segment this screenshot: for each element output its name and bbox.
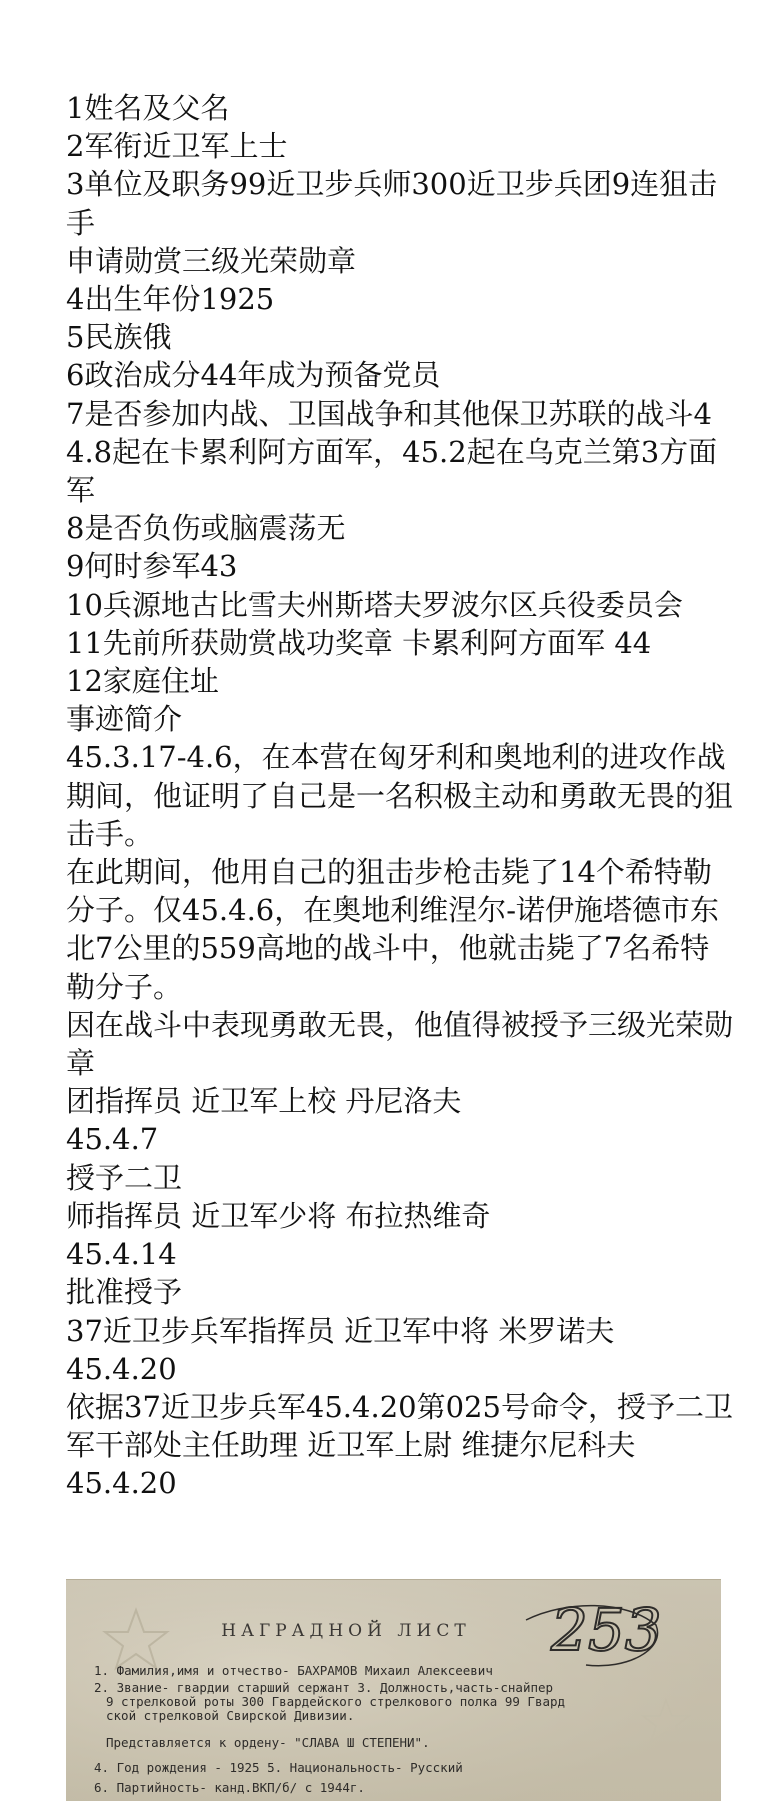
line-wounds: 8是否负伤或脑震荡无 xyxy=(66,511,346,546)
line-order: 依据37近卫步兵军45.4.20第025号命令，授予二卫 xyxy=(66,1389,733,1424)
scan-row-5: Представляется к ордену- "СЛАВА Ш СТЕПЕНИ". xyxy=(106,1735,430,1750)
line-war-participation: 7是否参加内战、卫国战争和其他保卫苏联的战斗44.8起在卡累利阿方面军，45.2起在乌克兰第3方面军 xyxy=(66,396,718,508)
line-nationality: 5民族俄 xyxy=(66,320,172,355)
line-summary-2: 在此期间，他用自己的狙击步枪击毙了14个希特勒分子。仅45.4.6，在奥地利维涅尔-诺伊施塔德市东北7公里的559高地的战斗中，他就击毙了7名希特勒分子。 xyxy=(66,855,720,1004)
line-recruitment: 10兵源地古比雪夫州斯塔夫罗波尔区兵役委员会 xyxy=(66,587,683,622)
line-decision-1: 授予二卫 xyxy=(66,1160,183,1195)
line-date-2: 45.4.14 xyxy=(66,1237,177,1272)
line-division-commander: 师指挥员 近卫军少将 布拉热维奇 xyxy=(66,1198,491,1233)
line-date-4: 45.4.20 xyxy=(66,1466,177,1501)
scan-row-1: 1. Фамилия,имя и отчество- БАХРАМОВ Михаил Алексеевич xyxy=(94,1663,493,1678)
award-sheet-scan xyxy=(66,1579,721,1801)
line-enlisted: 9何时参军43 xyxy=(66,549,238,584)
line-regiment-commander: 团指挥员 近卫军上校 丹尼洛夫 xyxy=(66,1084,462,1119)
scan-row-4: ской стрелковой Свирской Дивизии. xyxy=(106,1708,355,1723)
line-birth-year: 4出生年份1925 xyxy=(66,282,275,317)
line-party: 6政治成分44年成为预备党员 xyxy=(66,358,441,393)
line-address: 12家庭住址 xyxy=(66,664,219,699)
line-date-1: 45.4.7 xyxy=(66,1122,159,1157)
transcription-text xyxy=(66,89,736,1503)
scan-row-2: 2. Звание- гвардии старший сержант 3. Должность,часть-снайпер xyxy=(94,1680,554,1695)
line-rank: 2军衔近卫军上士 xyxy=(66,129,288,164)
scan-heading: НАГРАДНОЙ ЛИСТ xyxy=(221,1621,471,1641)
line-unit: 3单位及职务99近卫步兵师300近卫步兵团9连狙击手 xyxy=(66,167,718,240)
scan-row-3: 9 стрелковой роты 300 Гвардейского стрелкового полка 99 Гвард xyxy=(106,1694,566,1709)
line-corps-commander: 37近卫步兵军指挥员 近卫军中将 米罗诺夫 xyxy=(66,1313,615,1348)
line-personnel-officer: 军干部处主任助理 近卫军上尉 维捷尔尼科夫 xyxy=(66,1428,636,1463)
line-decision-2: 批准授予 xyxy=(66,1275,183,1310)
line-summary-3: 因在战斗中表现勇敢无畏，他值得被授予三级光荣勋章 xyxy=(66,1007,734,1081)
line-summary-heading: 事迹简介 xyxy=(66,702,183,737)
scan-row-6: 4. Год рождения - 1925 5. Национальность- Русский xyxy=(94,1760,463,1775)
scan-row-7: 6. Партийность- канд.ВКП/б/ с 1944г. xyxy=(94,1780,365,1795)
line-name: 1姓名及父名 xyxy=(66,91,230,125)
line-previous-awards: 11先前所获勋赏战功奖章 卡累利阿方面军 44 xyxy=(66,625,652,660)
line-award-requested: 申请勋赏三级光荣勋章 xyxy=(66,243,357,278)
line-date-3: 45.4.20 xyxy=(66,1351,177,1386)
handwritten-number: 253 xyxy=(551,1596,662,1664)
line-summary-1: 45.3.17-4.6，在本营在匈牙利和奥地利的进攻作战期间，他证明了自己是一名积极主动和勇敢无畏的狙击手。 xyxy=(66,740,734,851)
